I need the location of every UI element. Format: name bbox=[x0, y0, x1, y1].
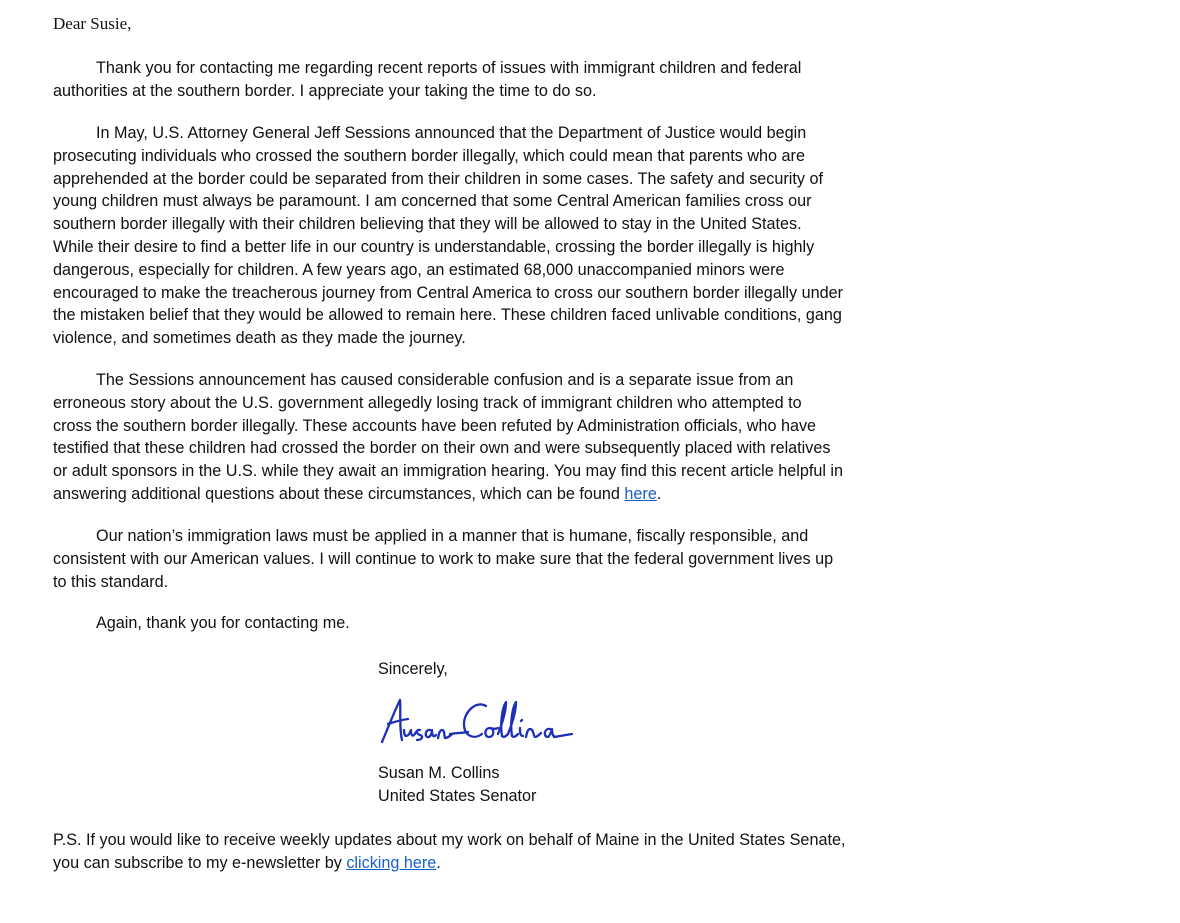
paragraph-line-end: . bbox=[656, 484, 662, 503]
paragraph-line: violence, and sometimes death as they made the journey. bbox=[53, 329, 466, 348]
paragraph-line-text: answering additional questions about these circumstances, which can be found bbox=[53, 484, 625, 503]
paragraph-line: dangerous, especially for children. A few years ago, an estimated 68,000 unaccompanied minors were bbox=[53, 260, 785, 279]
postscript-line: P.S. If you would like to receive weekly updates about my work on behalf of Maine in the United States Senate, bbox=[53, 831, 846, 849]
signer-title: United States Senator bbox=[378, 787, 537, 805]
paragraph-line: to this standard. bbox=[53, 572, 169, 591]
paragraph-line: Again, thank you for contacting me. bbox=[96, 614, 350, 632]
paragraph-line: testified that these children had crossed the border on their own and were subsequently placed with relatives bbox=[53, 439, 831, 458]
signer-name: Susan M. Collins bbox=[378, 764, 500, 782]
paragraph-line: cross the southern border illegally. These accounts have been refuted by Administration officials, who have bbox=[53, 416, 817, 435]
paragraph-line: southern border illegally with their children believing that they will be allowed to stay in the United States. bbox=[53, 215, 802, 234]
paragraph-line: encouraged to make the treacherous journey from Central America to cross our southern border illegally under bbox=[53, 283, 844, 302]
newsletter-subscribe-link[interactable]: clicking here bbox=[346, 853, 437, 872]
paragraph-line: authorities at the southern border. I appreciate your taking the time to do so. bbox=[53, 81, 597, 100]
paragraph-line: the mistaken belief that they would be allowed to remain here. These children faced unlivable conditions, gang bbox=[53, 306, 842, 325]
paragraph-line-with-link bbox=[53, 483, 913, 506]
paragraph-line: apprehended at the border could be separated from their children in some cases. The safety and security of bbox=[53, 169, 823, 188]
postscript bbox=[53, 829, 913, 875]
paragraph-line: The Sessions announcement has caused considerable confusion and is a separate issue from an bbox=[96, 371, 794, 389]
paragraph-sessions-policy bbox=[53, 122, 913, 350]
paragraph-line: Thank you for contacting me regarding recent reports of issues with immigrant children and federal bbox=[96, 59, 802, 77]
paragraph-line: consistent with our American values. I will continue to work to make sure that the federal government lives up bbox=[53, 549, 834, 568]
paragraph-thanks-again bbox=[53, 612, 913, 635]
paragraph-thanks bbox=[53, 57, 913, 103]
paragraph-line: young children must always be paramount. I am concerned that some Central American families cross our bbox=[53, 192, 812, 211]
signature-image bbox=[378, 694, 578, 752]
paragraph-confusion bbox=[53, 369, 913, 506]
paragraph-line: or adult sponsors in the U.S. while they await an immigration hearing. You may find this recent article helpful in bbox=[53, 462, 844, 481]
postscript-line-end: . bbox=[436, 853, 441, 872]
closing: Sincerely, bbox=[378, 660, 448, 678]
paragraph-line: erroneous story about the U.S. government allegedly losing track of immigrant children who attempted to bbox=[53, 393, 802, 412]
paragraph-line: While their desire to find a better life in our country is understandable, crossing the border illegally is highly bbox=[53, 237, 815, 256]
greeting: Dear Susie, bbox=[53, 14, 132, 33]
paragraph-line: Our nation’s immigration laws must be applied in a manner that is humane, fiscally responsible, and bbox=[96, 527, 809, 545]
postscript-line-text: you can subscribe to my e-newsletter by bbox=[53, 853, 347, 872]
article-here-link[interactable]: here bbox=[624, 484, 657, 503]
postscript-line-with-link bbox=[53, 852, 913, 875]
paragraph-line: prosecuting individuals who crossed the southern border illegally, which could mean that parents who are bbox=[53, 146, 805, 165]
signature-strokes bbox=[382, 700, 572, 742]
paragraph-immigration-laws bbox=[53, 525, 913, 593]
paragraph-line: In May, U.S. Attorney General Jeff Sessions announced that the Department of Justice would begin bbox=[96, 124, 807, 142]
